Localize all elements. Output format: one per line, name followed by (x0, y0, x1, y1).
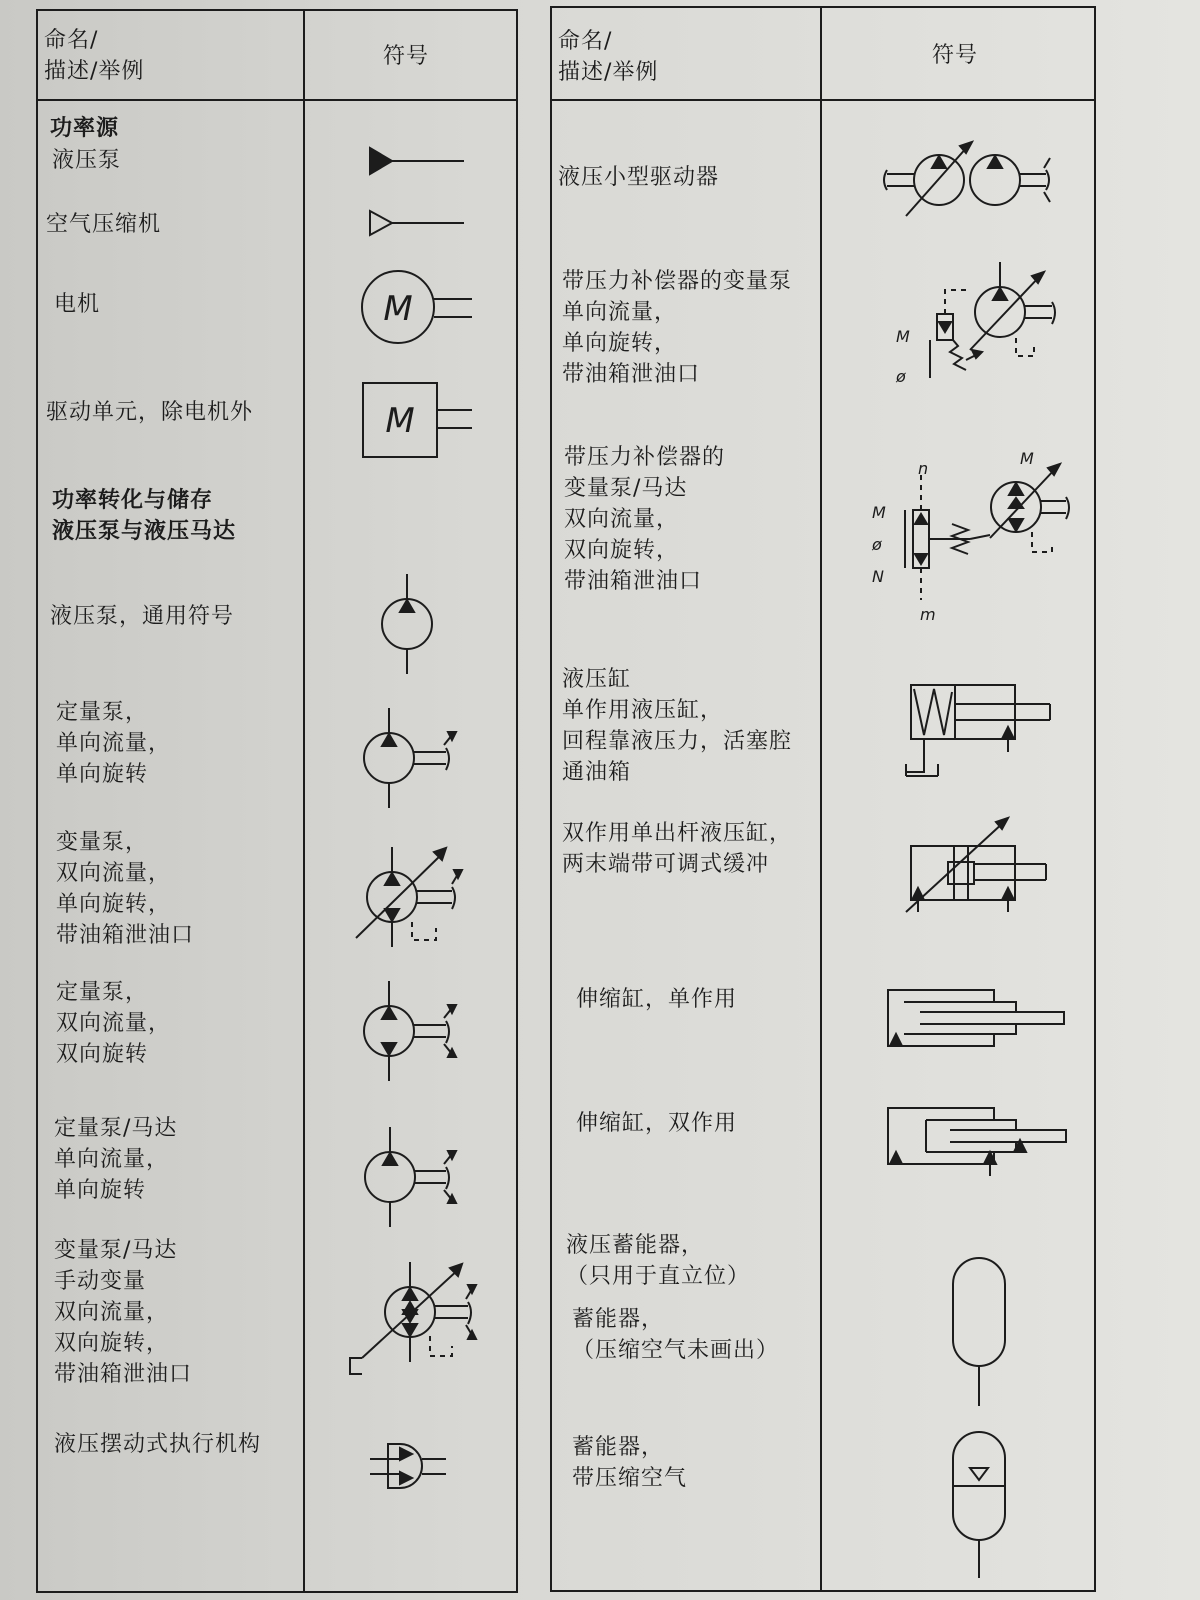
row-telescopic-double: 伸缩缸，双作用 (576, 1111, 738, 1136)
label-M-top: M (1020, 449, 1034, 468)
label-N: N (872, 567, 884, 586)
row-compensated-pump: 带压力补偿器的变量泵 单向流量， 单向旋转， 带油箱泄油口 (562, 269, 793, 387)
row-hydraulic-pump: 液压泵 (52, 148, 122, 173)
double-acting-cylinder-symbol (906, 818, 1046, 912)
row-power-conversion: 功率转化与储存 液压泵与液压马达 (52, 488, 237, 544)
label-phi-left: ø (872, 535, 882, 554)
header-name: 命名/ 描述/举例 (558, 29, 659, 85)
label-M-left: M (872, 503, 886, 522)
label-phi: ø (896, 367, 906, 386)
row-rotary-actuator: 液压摆动式执行机构 (54, 1432, 262, 1457)
gas-accumulator-symbol (953, 1432, 1005, 1578)
header-symbol: 符号 (932, 43, 979, 68)
row-electric-motor: 电机 (54, 292, 101, 317)
row-hydraulic-cylinder: 液压缸 单作用液压缸， 回程靠液压力，活塞腔 通油箱 (562, 667, 793, 785)
single-acting-cylinder-symbol (906, 685, 1050, 776)
row-air-compressor: 空气压缩机 (46, 212, 162, 237)
telescopic-single-cylinder-symbol (888, 990, 1064, 1046)
row-compact-drive: 液压小型驱动器 (558, 165, 720, 190)
drive-letter: M (385, 401, 415, 441)
row-fixed-pump-uni: 定量泵， 单向流量， 单向旋转 (56, 700, 172, 787)
motor-letter: M (383, 289, 413, 329)
label-n: n (918, 459, 929, 478)
row-accumulator-gas: 蓄能器， 带压缩空气 (572, 1435, 688, 1491)
header-name: 命名/ 描述/举例 (44, 28, 145, 84)
row-fixed-pump-bi: 定量泵， 双向流量， 双向旋转 (56, 980, 172, 1067)
row-drive-unit: 驱动单元，除电机外 (46, 400, 254, 425)
row-double-acting-cylinder: 双作用单出杆液压缸， 两末端带可调式缓冲 (562, 821, 793, 877)
compact-drive-symbol (884, 142, 1050, 216)
label-M: M (896, 327, 910, 346)
row-accumulator-vertical: 液压蓄能器， （只用于直立位） (566, 1233, 751, 1289)
row-accumulator-no-gas: 蓄能器， （压缩空气未画出） (572, 1307, 780, 1363)
header-symbol: 符号 (383, 44, 430, 69)
accumulator-vertical-symbol (953, 1258, 1005, 1406)
row-telescopic-single: 伸缩缸，单作用 (576, 987, 738, 1012)
compensated-pump-symbol (895, 262, 1055, 386)
row-variable-pump: 变量泵， 双向流量， 单向旋转， 带油箱泄油口 (56, 830, 195, 948)
row-compensated-pump-motor: 带压力补偿器的 变量泵/马达 双向流量， 双向旋转， 带油箱泄油口 (564, 445, 726, 594)
row-variable-pump-motor: 变量泵/马达 手动变量 双向流量， 双向旋转， 带油箱泄油口 (54, 1238, 193, 1387)
compensated-pump-motor-symbol (871, 449, 1069, 624)
label-m: m (920, 605, 936, 624)
telescopic-double-cylinder-symbol (888, 1108, 1066, 1176)
row-power-source: 功率源 (50, 116, 120, 141)
row-pump-general: 液压泵，通用符号 (50, 604, 235, 629)
row-fixed-pump-motor: 定量泵/马达 单向流量， 单向旋转 (54, 1116, 178, 1203)
